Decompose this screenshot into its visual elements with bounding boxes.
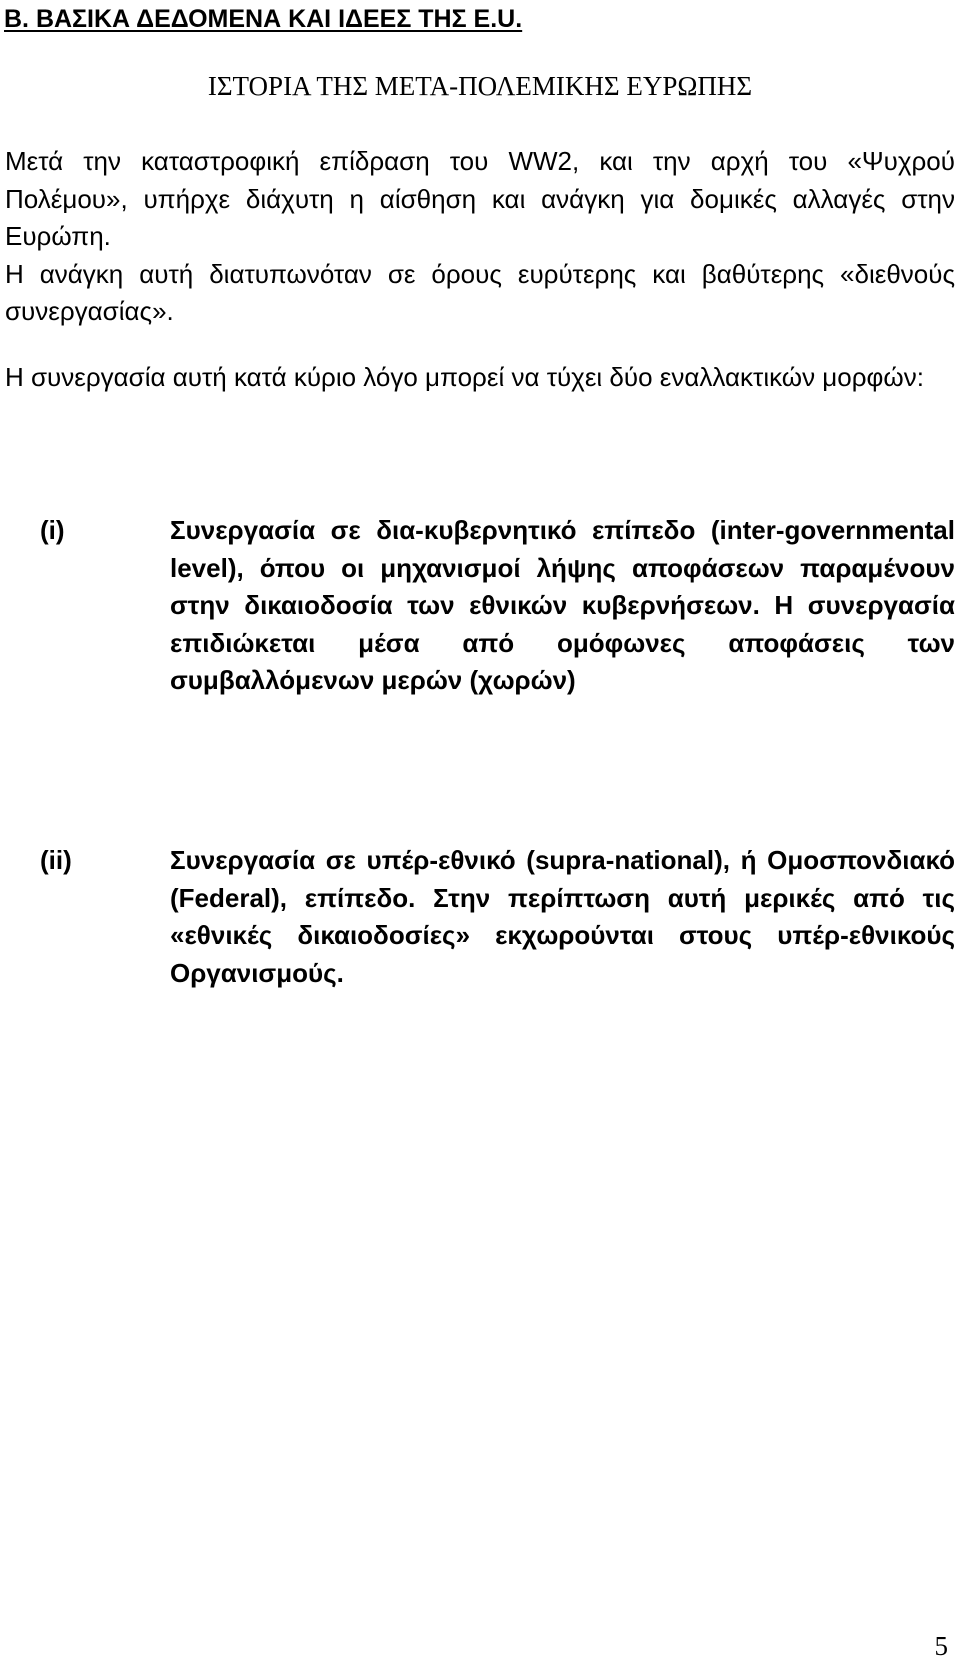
list-item-text: Συνεργασία σε δια-κυβερνητικό επίπεδο (inter-governmental level), όπου οι μηχανισμοί λήψης αποφάσεων παραμένουν στην δικαιοδοσία των εθνικών κυβερνήσεων. Η συνεργασία επιδιώκεται μέσα από ομόφωνες αποφάσεις των συμβαλλόμενων μερών (χωρών) xyxy=(170,515,955,695)
section-heading: Β. ΒΑΣΙΚΑ ΔΕΔΟΜΕΝΑ ΚΑΙ ΙΔΕΕΣ ΤΗΣ Ε.U. xyxy=(4,5,523,33)
list-item xyxy=(40,842,955,992)
intro-paragraph xyxy=(5,143,955,331)
paragraph-sentence-2: Η ανάγκη αυτή διατυπωνόταν σε όρους ευρύτερης και βαθύτερης «διεθνούς συνεργασίας». xyxy=(5,258,955,326)
list-marker: (i) xyxy=(40,515,65,545)
page-number: 5 xyxy=(934,1631,948,1661)
list-item xyxy=(40,512,955,700)
paragraph-sentence-1: Μετά την καταστροφική επίδραση του WW2, και την αρχή του «Ψυχρού Πολέμου», υπήρχε διάχυτη η αίσθηση και ανάγκη για δομικές αλλαγές στην Ευρώπη. xyxy=(5,146,955,251)
forms-paragraph: Η συνεργασία αυτή κατά κύριο λόγο μπορεί να τύχει δύο εναλλακτικών μορφών: xyxy=(5,362,924,392)
list-marker: (ii) xyxy=(40,845,72,875)
list-item-text: Συνεργασία σε υπέρ-εθνικό (supra-national), ή Ομοσπονδιακό (Federal), επίπεδο. Στην περίπτωση αυτή μερικές από τις «εθνικές δικαιοδοσίες» εκχωρούνται στους υπέρ-εθνικούς Οργανισμούς. xyxy=(170,845,955,988)
document-title: ΙΣΤΟΡΙΑ ΤΗΣ ΜΕΤΑ-ΠΟΛΕΜΙΚΗΣ ΕΥΡΩΠΗΣ xyxy=(207,71,753,101)
